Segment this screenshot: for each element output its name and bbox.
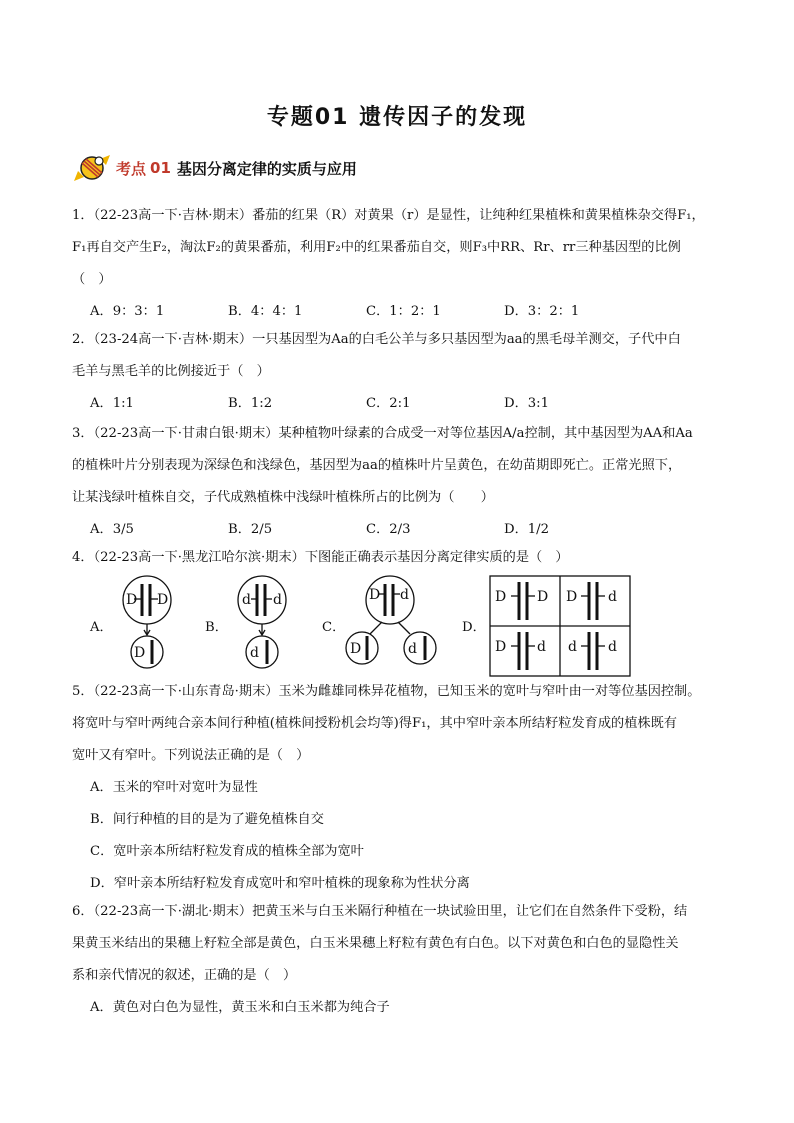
option-d[interactable]: D．窄叶亲本所结籽粒发育成宽叶和窄叶植株的现象称为性状分离 (90, 876, 470, 891)
option-d[interactable]: D．1/2 (504, 522, 549, 537)
section-number: 01 (150, 159, 171, 177)
diagram-d (490, 576, 630, 676)
option-c[interactable]: C．宽叶亲本所结籽粒发育成的植株全部为宽叶 (90, 844, 364, 859)
allele-label: D (369, 587, 381, 603)
allele-label: d (608, 639, 617, 655)
allele-label: D (566, 589, 578, 605)
allele-label: D (157, 592, 169, 608)
allele-label: d (568, 639, 577, 655)
question-text: 宽叶又有窄叶。下列说法正确的是（ ） (72, 748, 310, 763)
option-a[interactable]: A．玉米的窄叶对宽叶为显性 (90, 780, 258, 795)
option-b[interactable]: B．间行种植的目的是为了避免植株自交 (90, 812, 324, 827)
question-text: （ ） (72, 272, 112, 287)
question-6 (72, 896, 722, 1024)
option-c[interactable]: C．2/3 (366, 522, 411, 537)
allele-diagram-svg (90, 574, 730, 684)
option-b[interactable]: B．1:2 (228, 396, 273, 411)
question-text: 让某浅绿叶植株自交，子代成熟植株中浅绿叶植株所占的比例为（ ） (72, 490, 494, 505)
question-text: 2．（23-24高一下·吉林·期末）一只基因型为Aa的白毛公羊与多只基因型为aa的黑毛母羊测交，子代中白 (72, 332, 681, 347)
diagram-c (346, 576, 436, 664)
question-text: 5．（22-23高一下·山东青岛·期末）玉米为雌雄同株异花植物，已知玉米的宽叶与窄叶由一对等位基因控制。 (72, 684, 701, 699)
question-4 (72, 542, 722, 574)
question-text: 毛羊与黑毛羊的比例接近于（ ） (72, 364, 270, 379)
allele-label: d (608, 589, 617, 605)
question-3 (72, 418, 722, 546)
question-text: 果黄玉米结出的果穗上籽粒全部是黄色，白玉米果穗上籽粒有黄色有白色。以下对黄色和白色的显隐性关 (72, 936, 679, 951)
option-a[interactable]: A．黄色对白色为显性，黄玉米和白玉米都为纯合子 (90, 1000, 390, 1015)
option-d[interactable]: D．3：2：1 (504, 304, 580, 319)
question-text: 的植株叶片分别表现为深绿色和浅绿色，基因型为aa的植株叶片呈黄色，在幼苗期即死亡。正常光照下， (72, 458, 682, 473)
allele-label: d (273, 592, 282, 608)
diagram-a (123, 576, 171, 668)
diagram-b (238, 576, 286, 668)
question-text: 将宽叶与窄叶两纯合亲本间行种植(植株间授粉机会均等)得F₁，其中窄叶亲本所结籽粒发育成的植株既有 (72, 716, 677, 731)
page-title: 专题01 遗传因子的发现 (266, 105, 528, 130)
option-a[interactable]: A．9：3：1 (90, 304, 165, 319)
allele-label: D (350, 641, 362, 657)
option-c[interactable]: C．2:1 (366, 396, 411, 411)
option-d[interactable]: D．3:1 (504, 396, 549, 411)
allele-label: d (250, 645, 259, 661)
allele-label: d (400, 587, 409, 603)
question-text: 3．（22-23高一下·甘肃白银·期末）某种植物叶绿素的合成受一对等位基因A/a控制，其中基因型为AA和Aa (72, 426, 693, 441)
question-text: 系和亲代情况的叙述，正确的是（ ） (72, 968, 297, 983)
section-header (72, 150, 357, 186)
allele-label: d (242, 592, 251, 608)
question-1 (72, 200, 722, 328)
option-b[interactable]: B． (205, 620, 228, 635)
allele-label: D (134, 645, 146, 661)
question-text: 4．（22-23高一下·黑龙江哈尔滨·期末）下图能正确表示基因分离定律实质的是（ ） (72, 550, 569, 565)
candy-badge-icon (72, 151, 112, 185)
question-text: F₁再自交产生F₂，淘汰F₂的黄果番茄，利用F₂中的红果番茄自交，则F₃中RR、Rr、rr三种基因型的比例 (72, 240, 681, 255)
option-d[interactable]: D． (462, 620, 486, 635)
section-title: 基因分离定律的实质与应用 (176, 159, 357, 178)
question-4-diagram (90, 574, 730, 684)
option-c[interactable]: C． (322, 620, 346, 635)
option-a[interactable]: A． (90, 620, 113, 635)
option-c[interactable]: C．1：2：1 (366, 304, 441, 319)
option-a[interactable]: A．1:1 (90, 396, 134, 411)
option-a[interactable]: A．3/5 (90, 522, 134, 537)
allele-label: D (495, 639, 507, 655)
section-label: 考点 (116, 159, 147, 178)
question-text: 6．（22-23高一下·湖北·期末）把黄玉米与白玉米隔行种植在一块试验田里，让它们在自然条件下受粉，结 (72, 904, 688, 919)
allele-label: d (408, 641, 417, 657)
allele-label: d (537, 639, 546, 655)
question-text: 1．（22-23高一下·吉林·期末）番茄的红果（R）对黄果（r）是显性，让纯种红果植株和黄果植株杂交得F₁， (72, 208, 705, 223)
allele-label: D (126, 592, 138, 608)
allele-label: D (495, 589, 507, 605)
allele-label: D (537, 589, 549, 605)
option-b[interactable]: B．4：4：1 (228, 304, 303, 319)
question-2 (72, 324, 722, 420)
question-5 (72, 676, 722, 900)
option-b[interactable]: B．2/5 (228, 522, 273, 537)
